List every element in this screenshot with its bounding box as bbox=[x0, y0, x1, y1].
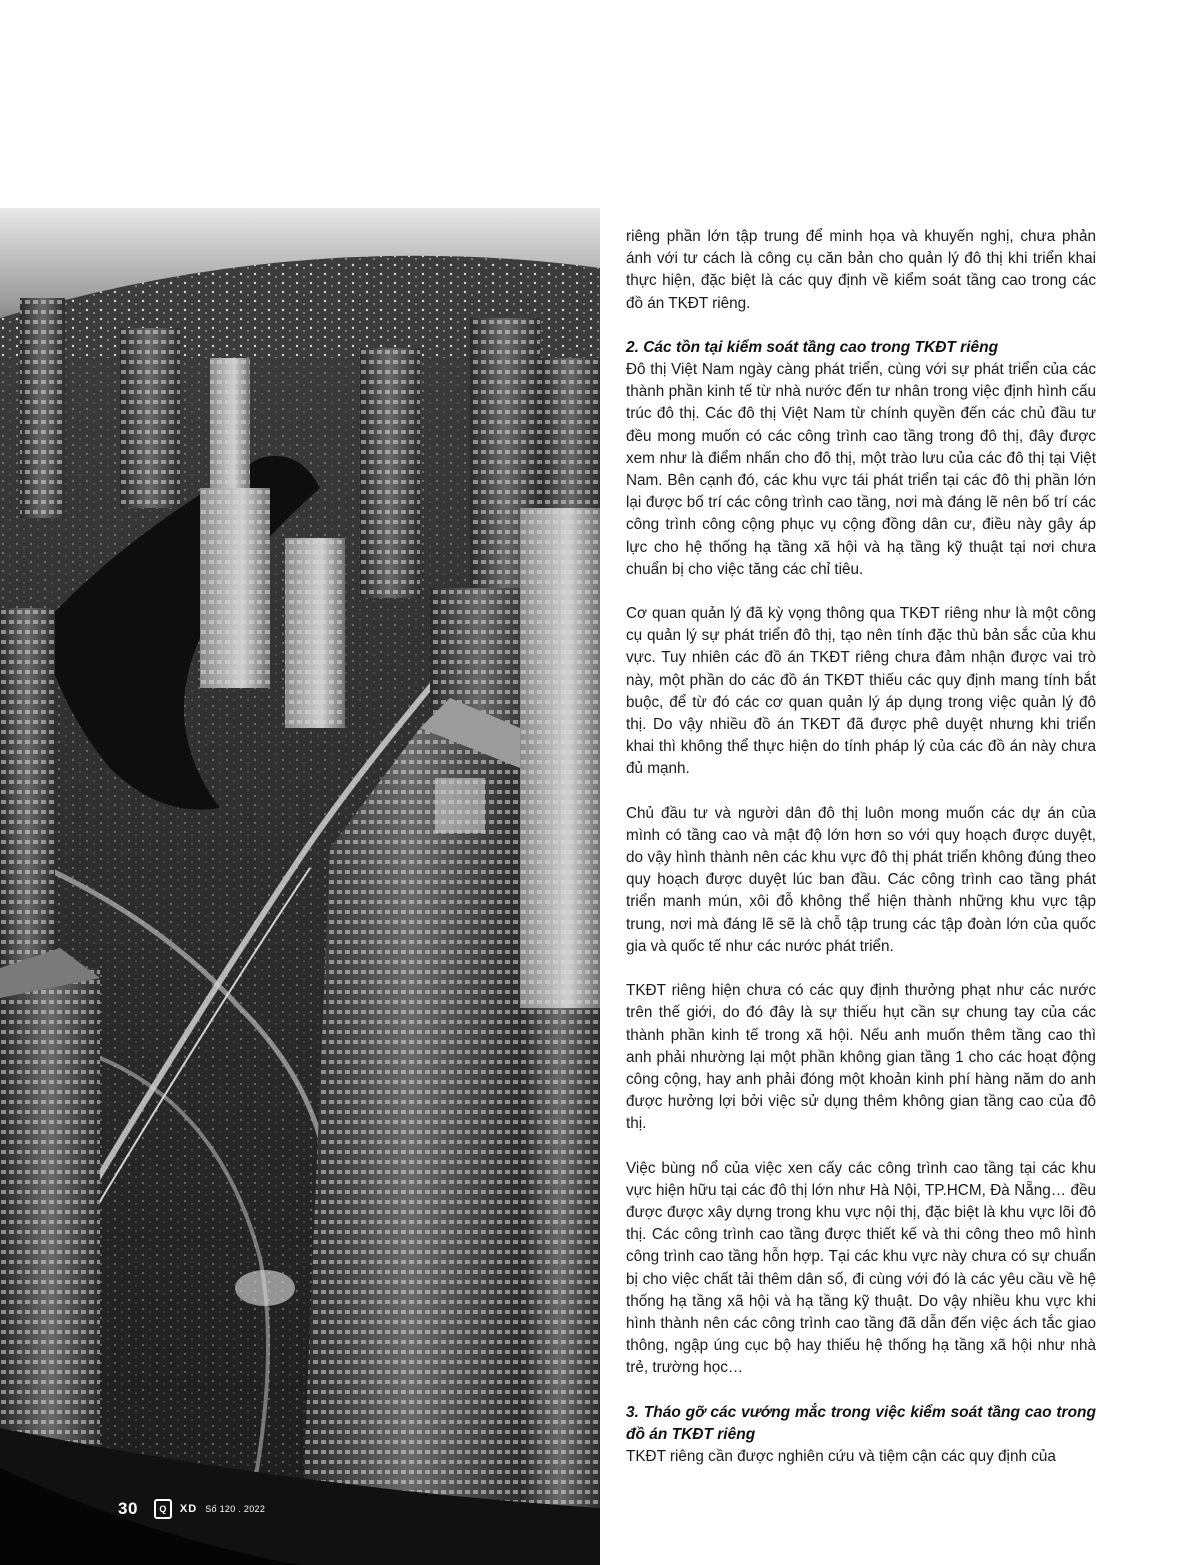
paragraph-section-2-c: Chủ đầu tư và người dân đô thị luôn mong muốn các dự án của mình có tầng cao và mật độ lớn hơn so với quy hoạch được duyệt, do vậy hình thành nên các khu vực đô thị phát triển không đúng theo quy hoạch được duyệt lúc ban đầu. Các công trình cao tầng phát triển manh mún, xôi đỗ không thể hiện thành những khu vực tập trung, nơi mà đáng lẽ sẽ là chỗ tập trung các tập đoàn lớn của quốc gia và quốc tế như các nước phát triển. bbox=[626, 804, 1096, 955]
section-2-heading: 2. Các tồn tại kiểm soát tầng cao trong TKĐT riêng bbox=[626, 338, 999, 356]
page-number: 30 bbox=[118, 1499, 138, 1518]
magazine-logo-icon: Q bbox=[154, 1499, 172, 1519]
aerial-city-photo bbox=[0, 208, 600, 1565]
paragraph-section-3-a: TKĐT riêng cần được nghiên cứu và tiệm cận các quy định của bbox=[626, 1447, 1056, 1465]
magazine-logo-text: XD bbox=[179, 1503, 198, 1515]
paragraph-intro: riêng phần lớn tập trung để minh họa và khuyến nghị, chưa phản ánh với tư cách là công cụ căn bản cho quản lý đô thị khi triển khai thực hiện, đặc biệt là các quy định về kiểm soát tầng cao trong các đồ án TKĐT riêng. bbox=[626, 228, 1096, 312]
paragraph-section-2-d: TKĐT riêng hiện chưa có các quy định thưởng phạt như các nước trên thế giới, do đó đây là sự thiếu hụt cần sự chung tay của các thành phần kinh tế trong xã hội. Nếu anh muốn thêm tầng cao thì anh phải nhường lại một phần không gian tầng 1 cho các hoạt động công cộng, hay anh phải đóng một khoản kinh phí hàng năm do anh được hưởng lợi bởi việc sử dụng thêm không gian tầng cao của đô thị. bbox=[626, 982, 1096, 1133]
issue-label: Số 120 . 2022 bbox=[205, 1504, 266, 1514]
paragraph-section-2-e: Việc bùng nổ của việc xen cấy các công trình cao tầng tại các khu vực hiện hữu tại các đô thị lớn như Hà Nội, TP.HCM, Đà Nẵng… đều được được xây dựng trong khu vực nội thị, đặc biệt là khu vực lõi đô thị. Các công trình cao tầng được thiết kế và thi công theo mô hình công trình cao tầng hỗn hợp. Tại các khu vực này chưa có sự chuẩn bị cho việc chất tải thêm dân số, đi cùng với đó là các yêu cầu về hệ thống hạ tầng xã hội và hạ tầng kỹ thuật. Do vậy nhiều khu vực khi hình thành nên các công trình cao tầng đã dẫn đến việc ách tắc giao thông, ngập úng cục bộ hay thiếu hệ thống hạ tầng xã hội như nhà trẻ, trường học… bbox=[626, 1159, 1096, 1377]
aerial-city-night-photo-icon bbox=[0, 208, 600, 1565]
article-column bbox=[626, 226, 1096, 1468]
page-footer bbox=[118, 1494, 265, 1524]
section-3-heading: 3. Tháo gỡ các vướng mắc trong việc kiểm soát tầng cao trong đồ án TKĐT riêng bbox=[626, 1403, 1096, 1443]
paragraph-section-2-a: Đô thị Việt Nam ngày càng phát triển, cùng với sự phát triển của các thành phần kinh tế từ nhà nước đến tư nhân trong việc định hình cấu trúc đô thị. Các đô thị Việt Nam từ chính quyền đến các chủ đầu tư đều mong muốn có các công trình cao tầng trong đô thị, đây được xem như là điểm nhấn cho đô thị, một trào lưu của các đô thị tại Việt Nam. Bên cạnh đó, các khu vực tái phát triển tại các đô thị phần lớn lại được bố trí các công trình cao tầng, nơi mà đáng lẽ nên bố trí các công trình công cộng phục vụ cộng đồng dân cư, điều này gây áp lực cho hệ thống hạ tầng xã hội và hạ tầng kỹ thuật tại nơi chưa chuẩn bị cho việc tăng các chỉ tiêu. bbox=[626, 361, 1096, 578]
paragraph-section-2-b: Cơ quan quản lý đã kỳ vọng thông qua TKĐT riêng như là một công cụ quản lý sự phát triển đô thị, tạo nên tính đặc thù bản sắc của khu vực. Tuy nhiên các đồ án TKĐT riêng chưa đảm nhận được vai trò này, một phần do các đồ án TKĐT thiếu các quy định mang tính bắt buộc, để từ đó các cơ quan quản lý áp dụng trong việc quản lý đô thị. Do vậy nhiều đồ án TKĐT đã được phê duyệt nhưng khi triển khai thì không thể thực hiện do tính pháp lý của các đồ án này chưa đủ mạnh. bbox=[626, 605, 1096, 778]
